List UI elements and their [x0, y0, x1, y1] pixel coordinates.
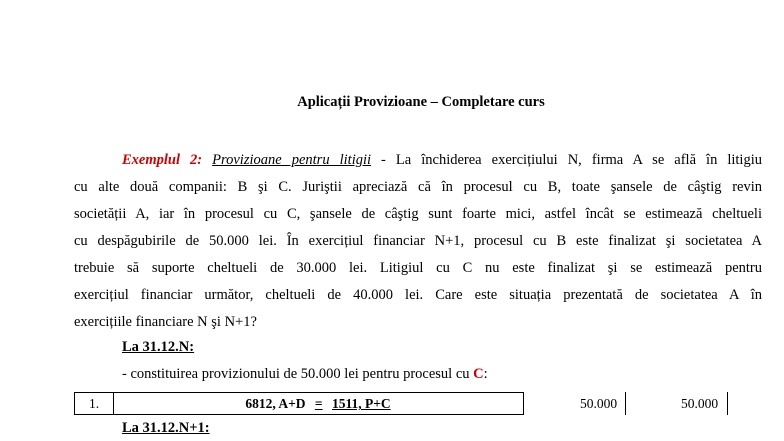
entry-number: 1. [75, 393, 114, 414]
journal-entry-row [74, 392, 524, 415]
credit-account: 1511, P+C [331, 396, 391, 411]
section-heading-n1: La 31.12.N+1: [122, 420, 210, 436]
credit-amount: 50.000 [681, 396, 719, 411]
example-label: Exemplul 2: [122, 152, 203, 168]
column-divider [727, 392, 728, 415]
debit-account: 6812, A+D [245, 396, 306, 411]
paragraph-line: cu despăgubirile de 50.000 lei. În exercițiul financiar N+1, procesul cu B este finalizat şi societatea A [74, 233, 762, 249]
paragraph-line [74, 147, 762, 174]
debit-amount: 50.000 [580, 396, 618, 411]
paragraph-line: cu alte două companii: B şi C. Juriştii apreciază că în procesul cu B, toate şansele de câştig revin [74, 179, 762, 195]
entry-description [122, 366, 488, 383]
paragraph-line: trebuie să suporte cheltueli de 30.000 lei. Litigiul cu C nu este finalizat şi se estimează pentru [74, 260, 762, 276]
paragraph-line: exercițiul financiar următor, cheltueli de 40.000 lei. Care este situația prezentată de societatea A în [74, 287, 762, 303]
example-paragraph [74, 147, 762, 336]
paragraph-line: exercițiile financiare N şi N+1? [74, 314, 257, 330]
entry-description-suffix: : [483, 366, 488, 382]
paragraph-line: societății A, iar în procesul cu C, şansele de câştig sunt foarte mici, astfel încât se estimează cheltueli [74, 206, 762, 222]
entry-description-highlight: C [473, 366, 484, 382]
section-heading-n: La 31.12.N: [122, 339, 195, 355]
paragraph-line-text: - La închiderea exercițiului N, firma A se află în litigiu [371, 152, 762, 168]
column-divider [625, 392, 626, 415]
entry-formula [113, 393, 523, 414]
entry-description-text: - constituirea provizionului de 50.000 lei pentru procesul cu [122, 366, 474, 382]
example-topic: Provizioane pentru litigii [212, 152, 372, 168]
equals-sign: = [314, 396, 323, 411]
document-title: Aplicații Provizioane – Completare curs [297, 94, 545, 110]
